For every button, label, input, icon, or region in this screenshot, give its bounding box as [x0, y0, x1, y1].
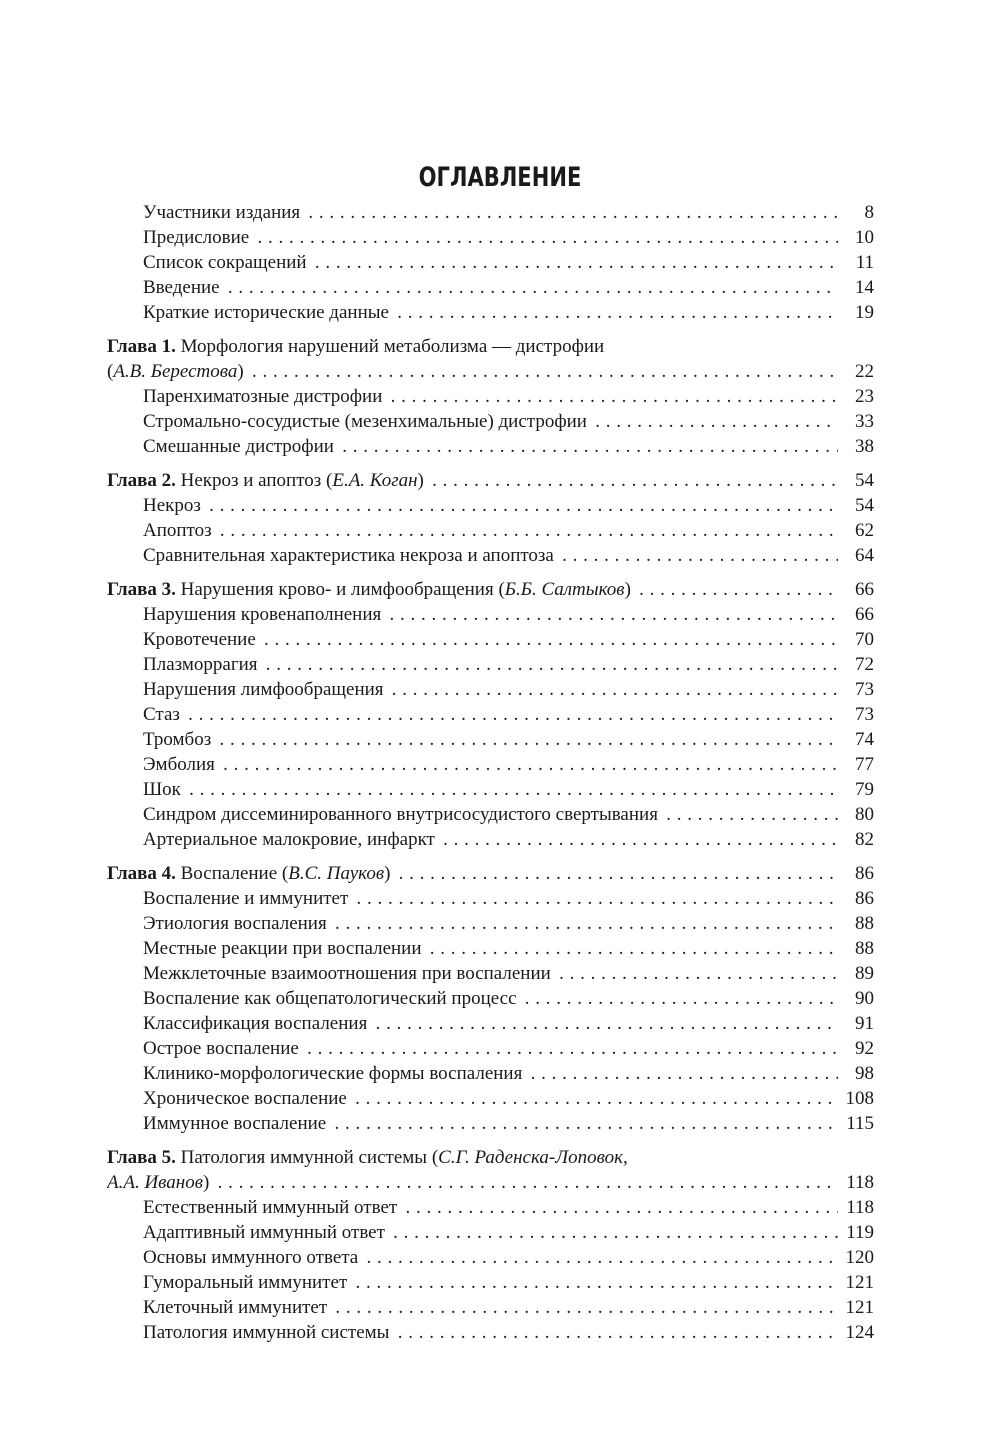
toc-entry[interactable]: Этиология воспаления . . . 88 [143, 911, 874, 936]
page-number: 86 [851, 886, 874, 911]
page-number: 77 [851, 752, 874, 777]
toc-entry[interactable]: Нарушения лимфообращения . . . 73 [143, 677, 874, 702]
page-number: 54 [851, 468, 874, 493]
toc-entry[interactable]: Плазморрагия . . . 72 [143, 652, 874, 677]
toc-entry[interactable]: Клинико-морфологические формы воспаления . . . 98 [143, 1061, 874, 1086]
page-number: 66 [851, 577, 874, 602]
page-number: 73 [851, 702, 874, 727]
page-number: 119 [842, 1220, 874, 1245]
toc-entry-chapter[interactable]: (А.В. Берестова) . . . 22 [107, 359, 874, 384]
toc-entry[interactable]: Сравнительная характеристика некроза и апоптоза . . . 64 [143, 543, 874, 568]
page-number: 92 [851, 1036, 874, 1061]
page-number: 88 [851, 911, 874, 936]
chapter-4 [0, 852, 1000, 1136]
toc-entry[interactable]: Предисловие . . . 10 [143, 225, 874, 250]
page-number: 66 [851, 602, 874, 627]
chapter-heading: Глава 1. Морфология нарушений метаболизма — дистрофии [107, 336, 605, 357]
page-number: 70 [851, 627, 874, 652]
page-number: 118 [842, 1170, 874, 1195]
page-title: ОГЛАВЛЕНИЕ [418, 162, 582, 193]
toc-entry[interactable]: Классификация воспаления . . . 91 [143, 1011, 874, 1036]
toc-entry[interactable]: Некроз . . . 54 [143, 493, 874, 518]
page-number: 74 [851, 727, 874, 752]
page-number: 121 [842, 1295, 875, 1320]
page-number: 38 [851, 434, 874, 459]
toc-entry[interactable]: Хроническое воспаление . . . 108 [143, 1086, 874, 1111]
toc-entry-chapter[interactable]: А.А. Иванов) . . . 118 [107, 1170, 874, 1195]
toc-entry[interactable]: Основы иммунного ответа . . . 120 [143, 1245, 874, 1270]
chapter-author: В.С. Пауков [288, 863, 385, 884]
page-number: 89 [851, 961, 874, 986]
page-number: 64 [851, 543, 874, 568]
page-number: 88 [851, 936, 874, 961]
toc-entry[interactable]: Стаз . . . 73 [143, 702, 874, 727]
page-number: 23 [851, 384, 874, 409]
page-number: 79 [851, 777, 874, 802]
toc-entry[interactable]: Введение . . . 14 [143, 275, 874, 300]
page-number: 115 [842, 1111, 874, 1136]
toc-entry[interactable]: Острое воспаление . . . 92 [143, 1036, 874, 1061]
page-number: 118 [842, 1195, 874, 1220]
page-number: 90 [851, 986, 874, 1011]
toc-entry[interactable]: Воспаление как общепатологический процесс . . . 90 [143, 986, 874, 1011]
page-number: 22 [851, 359, 874, 384]
toc-entry[interactable]: Апоптоз . . . 62 [143, 518, 874, 543]
table-of-contents [0, 200, 1000, 1345]
toc-entry[interactable]: Синдром диссеминированного внутрисосудистого свертывания . . . 80 [143, 802, 874, 827]
page-number: 11 [852, 250, 874, 275]
page-number: 73 [851, 677, 874, 702]
toc-entry[interactable]: Смешанные дистрофии . . . 38 [143, 434, 874, 459]
toc-entry[interactable]: Эмболия . . . 77 [143, 752, 874, 777]
toc-entry[interactable]: Воспаление и иммунитет . . . 86 [143, 886, 874, 911]
toc-entry[interactable]: Иммунное воспаление . . . 115 [143, 1111, 874, 1136]
front-matter [0, 200, 1000, 325]
toc-entry[interactable]: Кровотечение . . . 70 [143, 627, 874, 652]
toc-entry[interactable]: Клеточный иммунитет . . . 121 [143, 1295, 874, 1320]
page-number: 124 [842, 1320, 875, 1345]
page-number: 120 [842, 1245, 875, 1270]
toc-entry[interactable]: Естественный иммунный ответ . . . 118 [143, 1195, 874, 1220]
chapter-5 [0, 1136, 1000, 1345]
chapter-author: Б.Б. Салтыков [504, 579, 625, 600]
page-number: 108 [842, 1086, 875, 1111]
toc-entry[interactable]: Шок . . . 79 [143, 777, 874, 802]
chapter-2 [0, 459, 1000, 568]
toc-entry[interactable]: Список сокращений . . . 11 [143, 250, 874, 275]
chapter-author: С.Г. Раденска-Лоповок, [438, 1147, 628, 1168]
page-number: 72 [851, 652, 874, 677]
page-number: 82 [851, 827, 874, 852]
toc-entry[interactable]: Тромбоз . . . 74 [143, 727, 874, 752]
page-number: 98 [851, 1061, 874, 1086]
page-number: 19 [851, 300, 874, 325]
page-number: 10 [851, 225, 874, 250]
chapter-author: Е.А. Коган [332, 470, 418, 491]
page-number: 33 [851, 409, 874, 434]
toc-entry-chapter[interactable]: Глава 3. Нарушения крово- и лимфообращения (Б.Б. Салтыков) . . . 66 [107, 577, 874, 602]
chapter-author: А.В. Берестова [113, 361, 238, 382]
chapter-3 [0, 568, 1000, 852]
toc-entry[interactable]: Гуморальный иммунитет . . . 121 [143, 1270, 874, 1295]
page-number: 8 [861, 200, 875, 225]
toc-entry[interactable]: Адаптивный иммунный ответ . . . 119 [143, 1220, 874, 1245]
page-number: 54 [851, 493, 874, 518]
toc-entry[interactable]: Местные реакции при воспалении . . . 88 [143, 936, 874, 961]
toc-entry[interactable]: Стромально-сосудистые (мезенхимальные) дистрофии . . . 33 [143, 409, 874, 434]
page-number: 86 [851, 861, 874, 886]
toc-entry[interactable]: Артериальное малокровие, инфаркт . . . 82 [143, 827, 874, 852]
toc-entry[interactable]: Нарушения кровенаполнения . . . 66 [143, 602, 874, 627]
toc-entry[interactable]: Участники издания . . . 8 [143, 200, 874, 225]
toc-entry[interactable]: Патология иммунной системы . . . 124 [143, 1320, 874, 1345]
page-number: 14 [851, 275, 874, 300]
toc-entry[interactable]: Краткие исторические данные . . . 19 [143, 300, 874, 325]
chapter-author: А.А. Иванов [107, 1172, 203, 1193]
page-number: 121 [842, 1270, 875, 1295]
toc-entry-chapter[interactable]: Глава 2. Некроз и апоптоз (Е.А. Коган) . . . 54 [107, 468, 874, 493]
chapter-heading: Глава 5. Патология иммунной системы (С.Г. Раденска-Лоповок, [107, 1147, 628, 1168]
toc-entry[interactable]: Межклеточные взаимоотношения при воспалении . . . 89 [143, 961, 874, 986]
chapter-1 [0, 325, 1000, 459]
page-number: 80 [851, 802, 874, 827]
page-number: 91 [851, 1011, 874, 1036]
toc-entry[interactable]: Паренхиматозные дистрофии . . . 23 [143, 384, 874, 409]
page-number: 62 [851, 518, 874, 543]
toc-entry-chapter[interactable]: Глава 4. Воспаление (В.С. Пауков) . . . 86 [107, 861, 874, 886]
